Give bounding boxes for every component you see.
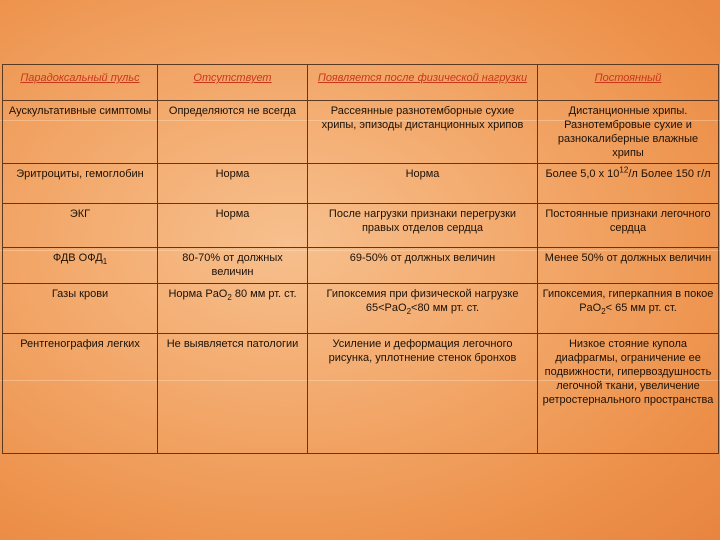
cell-text: < 65 мм рт. ст. bbox=[605, 302, 677, 314]
table-row-fev bbox=[3, 248, 719, 284]
row-label: Газы крови bbox=[3, 284, 158, 334]
cell-text: <80 мм рт. ст. bbox=[411, 302, 480, 314]
table-row-auscultation bbox=[3, 101, 719, 164]
cell bbox=[158, 284, 308, 334]
subscript: 2 bbox=[227, 293, 232, 303]
cell-text: Гипоксемия при физической нагрузке 65<PaO bbox=[326, 288, 519, 314]
row-label: Рентгенография легких bbox=[3, 334, 158, 454]
cell bbox=[538, 164, 719, 204]
cell: Норма bbox=[158, 204, 308, 248]
cell-text: Более 5,0 х 10 bbox=[545, 168, 620, 180]
cell: Низкое стояние купола диафрагмы, ограничение ее подвижности, гипервоздушность легочной ткани, увеличение ретростернального пространства bbox=[538, 334, 719, 454]
cell: После нагрузки признаки перегрузки правых отделов сердца bbox=[308, 204, 538, 248]
copd-severity-table bbox=[2, 64, 719, 454]
table-row-xray bbox=[3, 334, 719, 454]
table-row-blood-gases bbox=[3, 284, 719, 334]
table-row-ecg bbox=[3, 204, 719, 248]
cell: Дистанционные хрипы. Разнотембровые сухие и разнокалиберные влажные хрипы bbox=[538, 101, 719, 164]
cell-text: 80 мм рт. ст. bbox=[231, 288, 297, 300]
cell-text: /л Более 150 г/л bbox=[628, 168, 711, 180]
row-label: Эритроциты, гемоглобин bbox=[3, 164, 158, 204]
row-label: Аускультативные симптомы bbox=[3, 101, 158, 164]
table-row-erythrocytes bbox=[3, 164, 719, 204]
header-after-exercise: Появляется после физической нагрузки bbox=[308, 65, 538, 101]
header-absent: Отсутствует bbox=[158, 65, 308, 101]
cell: Не выявляется патологии bbox=[158, 334, 308, 454]
cell: 80-70% от должных величин bbox=[158, 248, 308, 284]
cell: Норма bbox=[308, 164, 538, 204]
cell: 69-50% от должных величин bbox=[308, 248, 538, 284]
row-label bbox=[3, 248, 158, 284]
subscript: 2 bbox=[601, 307, 606, 317]
table-header-row bbox=[3, 65, 719, 101]
row-label: ЭКГ bbox=[3, 204, 158, 248]
cell: Усиление и деформация легочного рисунка, уплотнение стенок бронхов bbox=[308, 334, 538, 454]
subscript: 1 bbox=[102, 257, 108, 267]
subscript: 2 bbox=[406, 307, 412, 317]
superscript: 12 bbox=[619, 165, 629, 175]
cell: Постоянные признаки легочного сердца bbox=[538, 204, 719, 248]
header-paradoxical-pulse: Парадоксальный пульс bbox=[3, 65, 158, 101]
cell: Определяются не всегда bbox=[158, 101, 308, 164]
cell-text: ФДВ ОФД bbox=[52, 252, 103, 264]
cell-text: Норма PaO bbox=[168, 288, 228, 300]
cell bbox=[538, 284, 719, 334]
cell: Менее 50% от должных величин bbox=[538, 248, 719, 284]
cell bbox=[308, 284, 538, 334]
cell-text: Гипоксемия, гиперкапния в покое PaO bbox=[542, 288, 714, 314]
cell: Норма bbox=[158, 164, 308, 204]
header-permanent: Постоянный bbox=[538, 65, 719, 101]
cell: Рассеянные разнотемборные сухие хрипы, эпизоды дистанционных хрипов bbox=[308, 101, 538, 164]
